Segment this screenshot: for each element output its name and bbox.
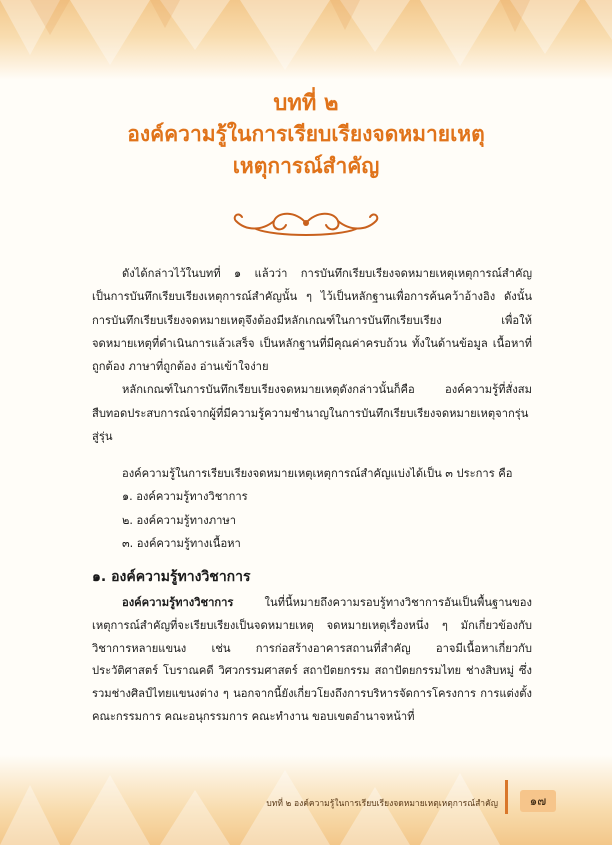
section-body-text: ในที่นี้หมายถึงความรอบรู้ทางวิชาการอันเป็นพื้นฐานของเหตุการณ์สำคัญที่จะเรียบเรียงเป็นจดหมายเหตุ จดหมายเหตุเรื่องหนึ่ง ๆ มักเกี่ยวข้องกับวิชาการหลายแขนง เช่น การก่อสร้างอาคารสถานที่สำคัญ อาจมีเนื้อหาเกี่ยวกับประวัติศาสตร์ โบราณคดี วิศวกรรมศาสตร์ สถาปัตยกรรม สถาปัตยกรรมไทย ช่างสิบหมู่ ซึ่งรวมช่างศิลป์ไทยแขนงต่าง ๆ นอกจากนี้ยังเกี่ยวโยงถึงการบริหารจัดการโครงการ การแต่งตั้งคณะกรรมการ คณะอนุกรรมการ คณะทำงาน ขอบเขตอำนาจหน้าที่ bbox=[92, 596, 532, 723]
top-decorative-band bbox=[0, 0, 612, 80]
list-item: ๒. องค์ความรู้ทางภาษา bbox=[122, 513, 237, 527]
section-heading: ๑. องค์ความรู้ทางวิชาการ bbox=[92, 569, 251, 585]
section-lead-term: องค์ความรู้ทางวิชาการ bbox=[122, 596, 234, 609]
ornament-center-dot bbox=[303, 220, 309, 226]
intro-paragraph-1: ดังได้กล่าวไว้ในบทที่ ๑ แล้วว่า การบันทึกเรียบเรียงจดหมายเหตุเหตุการณ์สำคัญเป็นการบันทึกเรียบเรียงเหตุการณ์สำคัญนั้น ๆ ไว้เป็นหลักฐานเพื่อการค้นคว้าอ้างอิง ดังนั้น การบันทึกเรียบเรียงจดหมายเหตุจึงต้องมีหลักเกณฑ์ในการบันทึกเรียบเรียง เพื่อให้จดหมายเหตุที่ดำเนินการแล้วเสร็จ เป็นหลักฐานที่มีคุณค่าครบถ้วน ทั้งในด้านข้อมูล เนื้อหาที่ถูกต้อง ภาษาที่ถูกต้อง อ่านเข้าใจง่าย bbox=[92, 267, 532, 374]
chapter-title-line2: เหตุการณ์สำคัญ bbox=[232, 153, 380, 178]
chapter-title-block bbox=[0, 88, 612, 182]
knowledge-list bbox=[92, 462, 532, 555]
page-number: ๑๗ bbox=[520, 790, 556, 812]
section-body bbox=[92, 592, 532, 729]
footer-divider bbox=[505, 780, 508, 814]
list-item: ๑. องค์ความรู้ทางวิชาการ bbox=[122, 490, 248, 504]
chapter-title-line1: องค์ความรู้ในการเรียบเรียงจดหมายเหตุ bbox=[127, 121, 485, 146]
list-item: ๓. องค์ความรู้ทางเนื้อหา bbox=[122, 536, 241, 550]
footer-running-title: บทที่ ๒ องค์ความรู้ในการเรียบเรียงจดหมายเหตุเหตุการณ์สำคัญ bbox=[266, 799, 498, 809]
intro-text bbox=[92, 262, 532, 448]
list-intro: องค์ความรู้ในการเรียบเรียงจดหมายเหตุเหตุการณ์สำคัญแบ่งได้เป็น ๓ ประการ คือ bbox=[122, 467, 513, 480]
flourish-ornament-icon bbox=[226, 205, 386, 241]
intro-paragraph-2: หลักเกณฑ์ในการบันทึกเรียบเรียงจดหมายเหตุดังกล่าวนั้นก็คือ องค์ความรู้ที่สั่งสมสืบทอดประสบการณ์จากผู้ที่มีความรู้ความชำนาญในการบันทึกเรียบเรียงจดหมายเหตุจากรุ่นสู่รุ่น bbox=[92, 383, 532, 444]
chapter-number: บทที่ ๒ bbox=[273, 90, 339, 116]
top-band-pattern bbox=[0, 0, 612, 80]
